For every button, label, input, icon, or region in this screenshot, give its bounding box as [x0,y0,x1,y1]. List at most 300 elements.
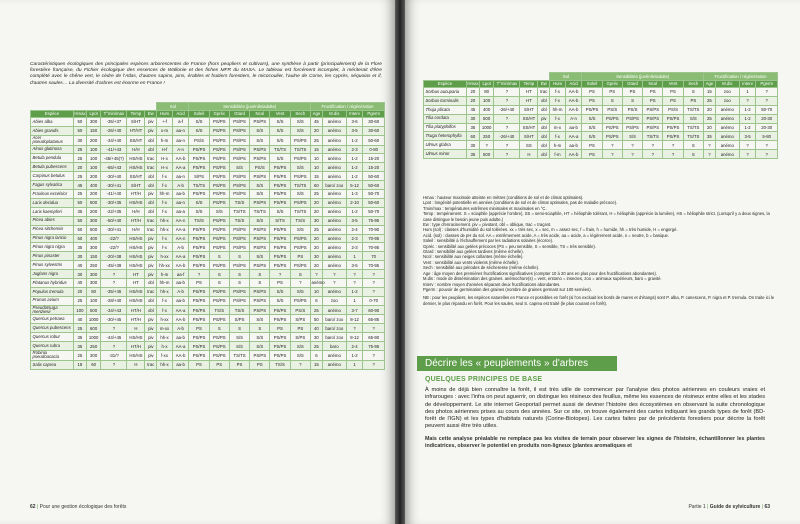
table-cell: -22/? [101,243,127,252]
table-cell: HT/H [127,216,145,225]
table-cell: 100 [73,305,86,315]
table-cell: S/S [582,123,602,132]
table-cell: obl [145,172,157,181]
table-cell: 25 [73,145,86,154]
table-cell: obl [538,105,550,114]
table-cell: 35 [73,342,86,351]
table-cell: 250 [86,261,100,270]
table-cell: 3-5 [346,216,363,225]
column-header: Hmax [74,111,86,117]
table-cell: ? [602,141,622,150]
table-cell: PS/PS [189,261,209,270]
table-cell: 25 [310,225,322,234]
table-cell: trac [145,360,157,369]
table-cell: 25 [703,114,715,123]
table-cell: PS/PS [270,261,290,270]
table-cell: S/S [290,342,310,351]
table-cell: 25 [73,351,86,361]
table-cell: PS/PS [270,190,290,199]
table-cell: ? [346,324,363,333]
species-cell: Juglans nigra [31,270,74,279]
header-group: Fructification / régénération [310,103,384,111]
table-cell: 60 [466,132,479,141]
table-cell: S [209,270,229,279]
table-cell: S [229,270,249,279]
table-cell: ? [346,270,363,279]
table-cell: 60 [86,360,100,369]
table-cell: HS/HS [127,296,145,305]
table-cell: PS/PS [290,154,310,163]
legend-note: Ncol : sensibilité aux neiges collantes (même échelle). [423,254,524,260]
table-cell: 20 [703,105,715,114]
table-cell: PS/PS [229,154,249,163]
table-cell: 25 [310,190,322,199]
table-cell: 200 [86,172,100,181]
table-row [424,132,778,141]
table-cell: PS/PS [209,181,229,190]
species-cell: Platanus hybridus [31,278,74,287]
table-cell: H/H [127,145,145,154]
table-cell: SS/HT [520,123,538,132]
table-cell: anémo [322,126,346,135]
table-cell: PS [602,88,622,97]
table-cell: H-x [157,154,172,163]
column-header: Ew [145,110,157,118]
table-cell: 50 [73,198,86,207]
table-cell: 300 [86,351,100,361]
table-cell: piv [145,351,157,361]
table-cell: AA-b [172,261,189,270]
table-cell: obl [145,207,157,216]
body-text [425,387,765,450]
table-cell: TS/S [229,198,249,207]
table-cell: PS [582,88,602,97]
table-cell: PS/PS [250,305,270,315]
table-cell: 500 [479,114,493,123]
table-cell: PS/PS [229,181,249,190]
table-cell: 20 [310,126,322,135]
table-cell: -41/+40 [101,190,127,199]
table-cell: 35 [73,243,86,252]
table-cell: AA-a [565,132,582,141]
table-cell: baro/ zoo [322,181,346,190]
table-cell: 25 [73,296,86,305]
table-cell: PS [209,360,229,369]
table-cell: PS/PS [229,287,249,296]
table-cell: ? [494,123,520,132]
table-cell: ? [101,270,127,279]
table-header-row [31,110,385,118]
species-cell: Quercus rubra [31,342,74,351]
table-cell: -28/+40 [101,296,127,305]
table-cell: aa-b [172,278,189,287]
table-cell: PS/PS [622,123,642,132]
table-cell: 200 [86,190,100,199]
table-cell: h-m [157,135,172,145]
table-cell: 80 [86,287,100,296]
table-cell: f-x [157,172,172,181]
table-cell: S/S [270,135,290,145]
legend-note: Hum (sol) : classes d'humidité du sol tolérées. xx = très sec, x = sec, m = assez sec, f = frais, h = humide, hh = très humide, H = engorgé. [423,227,678,233]
footer-part: Partie 1 [688,504,706,510]
species-cell: Fraxinus excelsior [31,190,74,199]
table-cell: f-x [550,132,565,141]
table-cell: S [290,270,310,279]
table-cell: trac [538,88,550,97]
table-cell: h-m [550,141,565,150]
table-cell: PS/PS [270,351,290,361]
table-cell: 400 [86,181,100,190]
table-cell: PS/PS [270,163,290,172]
table-cell: 3-5 [346,126,363,135]
table-cell: ? [663,150,683,159]
column-header: Espèce [31,110,74,118]
table-cell: S/S [189,198,209,207]
species-cell: Abies alba [31,118,74,127]
table-cell: 30 [310,216,322,225]
book-spine [395,0,405,524]
table-cell: 50-70 [756,105,778,114]
table-cell: anémo [715,132,739,141]
table-cell: f-x [157,243,172,252]
table-cell: 50 [73,234,86,243]
species-cell: Larix decidua [31,198,74,207]
table-cell: 50 [310,315,322,324]
table-cell: ? [346,278,363,287]
table-row [31,207,385,216]
table-cell: 150 [86,252,100,261]
table-cell: PS [663,88,683,97]
table-cell: 200 [86,135,100,145]
table-cell: 15-20 [363,154,385,163]
table-cell: PS/PS [209,261,229,270]
table-cell: 25 [73,172,86,181]
legend-note: Tmin/max : températures extrêmes minimales et maximales en °C. [423,205,547,211]
table-cell: 70-95 [363,234,385,243]
species-cell: Pinus pinaster [31,252,74,261]
table-cell: ? [494,96,520,105]
table-cell: ? [494,150,520,159]
table-cell: S/PS [290,333,310,342]
table-cell: 30 [466,141,479,150]
table-cell: piv [538,114,550,123]
table-cell: PS/PS [229,296,249,305]
table-cell: PS/PS [189,145,209,154]
table-cell: 400 [86,234,100,243]
table-cell: 20 [310,261,322,270]
table-cell: AA-b [172,315,189,324]
table-cell: PS/S [250,163,270,172]
table-cell: 1 [346,296,363,305]
table-cell: ? [270,270,290,279]
table-cell: 35 [73,333,86,342]
table-cell: ? [363,324,385,333]
table-cell: S/S [290,351,310,361]
table-cell: 5-12 [346,181,363,190]
table-cell: ? [494,88,520,97]
table-cell: HT [127,270,145,279]
legend-note: Soleil : sensibilité à l'échauffement par les radiations solaires (écorce). [423,238,554,244]
legend-note: Interv : nombre moyen d'années séparant deux fructifications abondantes. [423,281,561,287]
column-header: Vent [270,110,290,118]
section-title: Décrire les « peuplements » d'arbres [425,358,589,369]
table-cell: S/S [250,126,270,135]
table-cell: A-b [172,287,189,296]
table-cell: 40 [73,278,86,287]
table-cell: S [209,278,229,287]
legend-note: Temp : tempérament. S = sciaphile (apprécie l'ombre), SS = semi-sciaphile, HT = héliophile tolérant, H = héliophile (apprécie la lumière), HS = héliophile strict. (Lorsqu'il y a deux signes, la case distingue le besoin jeune puis adulte.) [423,211,770,222]
legend-notes [423,195,778,306]
table-cell: 3-7 [346,305,363,315]
table-cell: 8-12 [346,315,363,324]
table-cell: obl [145,198,157,207]
table-cell: SS/HT [520,114,538,123]
table-cell: 2-3 [346,243,363,252]
table-cell: AA-a [172,252,189,261]
species-cell: Picea abies [31,216,74,225]
table-cell: 100 [86,163,100,172]
table-cell: 20 [703,123,715,132]
species-cell: Betula pendula [31,154,74,163]
table-cell: 50 [73,225,86,234]
table-cell: anémo [322,225,346,234]
table-row [424,88,778,97]
table-cell: 100 [86,145,100,154]
legend-note: Acid. (sol) : classes de pH du sol. AA = extrêmement acide, A = très acide, aa = acide, a = légèrement acide, n = neutre, b = basique. [423,232,670,238]
table-cell: 35 [73,207,86,216]
table-cell: PS/PS [643,105,663,114]
table-cell: hh-x [157,333,172,342]
table-cell: PS/PS [643,114,663,123]
table-cell: S/S [582,132,602,141]
header-spacer [424,73,550,81]
table-cell: -26/+40 [101,126,127,135]
table-cell: 100 [86,154,100,163]
table-cell: 70-95 [363,243,385,252]
table-cell: 70-95 [363,261,385,270]
left-page [0,0,395,524]
table-cell: 25 [310,135,322,145]
table-cell: H-x [157,163,172,172]
table-cell: aa-a [172,207,189,216]
table-cell: PS/PS [229,172,249,181]
table-cell: piv [145,270,157,279]
table-cell: S/S [270,207,290,216]
table-cell: AA-b [172,351,189,361]
table-cell: -31/? [101,351,127,361]
table-cell: 300 [86,243,100,252]
table-cell: anémo [322,216,346,225]
legend-note: Hmax : hauteur maximale atteinte en mètres (conditions de sol et de climat optimales). [423,195,584,200]
column-header: Pgerm [756,80,778,88]
table-row [31,126,385,135]
column-header: Sech [683,80,703,88]
table-cell: 25 [703,96,715,105]
table-cell: TS/TS [290,181,310,190]
header-group: Sol [550,73,582,81]
table-cell: S/S [250,342,270,351]
column-header: Gpréc [602,80,622,88]
table-cell: 35 [466,150,479,159]
table-cell: PS/PS [209,216,229,225]
table-cell: PS/PS [270,305,290,315]
table-cell: HS/HS [127,351,145,361]
table-cell: 50-60 [363,172,385,181]
species-cell: Sorbus torminalis [424,96,467,105]
table-cell: 75-95 [363,342,385,351]
table-cell: ? [479,141,493,150]
table-row [31,315,385,324]
table-cell: -22/+35 [101,207,127,216]
table-cell: -26/+40 [494,105,520,114]
table-cell: hh-m [550,105,565,114]
table-cell: 3-6 [346,118,363,127]
table-cell: trac [145,287,157,296]
table-cell: -20/+38 [101,252,127,261]
species-cell: Tsuga heterophylla [424,132,467,141]
table-row [31,234,385,243]
body-paragraph: À moins de déjà bien connaître la forêt, il est très utile de commencer par l'analyse des photos aériennes en couleurs vraies et infrarouges : avec l'infra on peut aguerrir, on distingue les résineux des feuillus, même les essences de résineux entre elles et les stades de développement. Le site internet Geoportail permet aussi de deviner l'histoire des écosystèmes en observant la suite chronologique des photos aériennes prises au cours des années. Sur ce site, on trouve également des cartes indiquant les grands types de forêt (BD-forêt de l'IGN) et les types d'habitats naturels (Corine-Biotopes). Les cartes faites par de précédents forestiers pour décrire la forêt peuvent aussi être très utiles. [425,387,765,430]
table-cell: hh-x [157,216,172,225]
table-cell: 50-60 [363,181,385,190]
table-group-header [31,103,385,111]
table-cell: obl [145,305,157,315]
table-cell: zoo [322,296,346,305]
table-row [31,342,385,351]
table-cell: PS/PS [229,243,249,252]
column-header: Sech [290,110,310,118]
table-cell: aa-b [172,296,189,305]
table-cell: 300 [86,216,100,225]
table-cell: 400 [479,105,493,114]
table-cell: anémo [715,105,739,114]
table-cell: anémo [322,360,346,369]
table-cell: ? [663,141,683,150]
species-cell: Pinus nigra nigra [31,243,74,252]
table-cell: 60-90 [363,305,385,315]
table-cell: 5-80 [756,132,778,141]
table-cell: AA-b [565,88,582,97]
table-cell: S [209,324,229,333]
table-cell: anémo [322,190,346,199]
table-row [31,324,385,333]
table-cell: PS/PS [229,190,249,199]
table-cell: A-n [172,145,189,154]
table-cell: 600 [86,324,100,333]
table-cell: PS/PS [209,234,229,243]
table-cell: TS/TS [643,132,663,141]
table-cell: PS/PS [290,135,310,145]
table-cell: anémo [715,123,739,132]
table-cell: PS [582,96,602,105]
table-cell: PS/S [602,105,622,114]
table-cell: PS/PS [250,234,270,243]
legend-note: Sech : sensibilité aux périodes de sécheresse (même échelle). [423,265,540,271]
species-cell: Salix caprea [31,360,74,369]
table-cell: HS/HS [127,163,145,172]
table-cell: PS/PS [229,118,249,127]
species-table-right [423,72,778,159]
table-cell: 65-90 [363,333,385,342]
table-cell: anémo [322,172,346,181]
table-cell: PS [683,96,703,105]
table-cell: TS/TS [229,207,249,216]
table-cell: ? [322,270,346,279]
table-row [31,216,385,225]
table-cell: PS/S [622,105,642,114]
table-row [424,105,778,114]
table-row [424,123,778,132]
table-cell: TS/TS [290,207,310,216]
table-cell: S [250,324,270,333]
table-cell: TS/S [229,216,249,225]
table-cell: 30 [466,114,479,123]
table-cell: 60 [310,181,322,190]
table-cell: TS/S [189,216,209,225]
table-cell: H [127,324,145,333]
table-cell: SS/HT [127,172,145,181]
table-cell: piv [145,126,157,135]
table-cell: PS/PS [229,126,249,135]
table-cell: SS/HT [127,135,145,145]
table-cell: PS/PS [229,145,249,154]
table-cell: S/HT [127,181,145,190]
table-cell: obl [538,96,550,105]
table-cell: 1-2 [739,114,756,123]
table-cell: PS/PS [229,225,249,234]
table-cell: 1-2 [346,351,363,361]
table-cell: aa-b [565,141,582,150]
table-cell: 40 [310,324,322,333]
species-cell: Pseudotsuga menziesii [31,305,74,315]
table-cell: ? [739,96,756,105]
table-cell: ? [739,150,756,159]
table-cell: obl [538,141,550,150]
column-header: T°min/max [101,110,127,118]
table-cell: anémo [322,252,346,261]
table-cell: S [683,88,703,97]
column-header: Vent [663,80,683,88]
table-cell: AA-a [172,305,189,315]
table-cell: PS/PS [270,225,290,234]
table-cell: TS/TS [250,207,270,216]
column-header: Temp [520,80,538,88]
table-cell: 35 [466,123,479,132]
table-row [31,278,385,287]
column-header: Gpréc [209,110,229,118]
table-cell: S [683,141,703,150]
table-cell: 40 [73,315,86,324]
legend-note: Lpot : longévité potentielle en années (conditions de sol et de climat optimales, pas de maladie précoce). [423,200,618,206]
table-cell: HT/H [127,305,145,315]
table-cell: PS/PS [602,114,622,123]
table-cell: AA-a [172,163,189,172]
table-cell: S [622,96,642,105]
table-cell: obl [145,296,157,305]
table-cell: AA-n [172,234,189,243]
species-cell: Acer pseudoplatanus [31,135,74,145]
table-cell: aa-b [565,123,582,132]
table-cell: S/S [250,216,270,225]
table-cell: 1-2 [739,123,756,132]
table-cell: aa-n [172,126,189,135]
table-cell: PS/PS [250,172,270,181]
table-cell: A-b [172,181,189,190]
table-cell: ? [494,141,520,150]
table-cell: TS/S [290,216,310,225]
table-cell: PS/PS [209,154,229,163]
table-cell: 500 [86,225,100,234]
